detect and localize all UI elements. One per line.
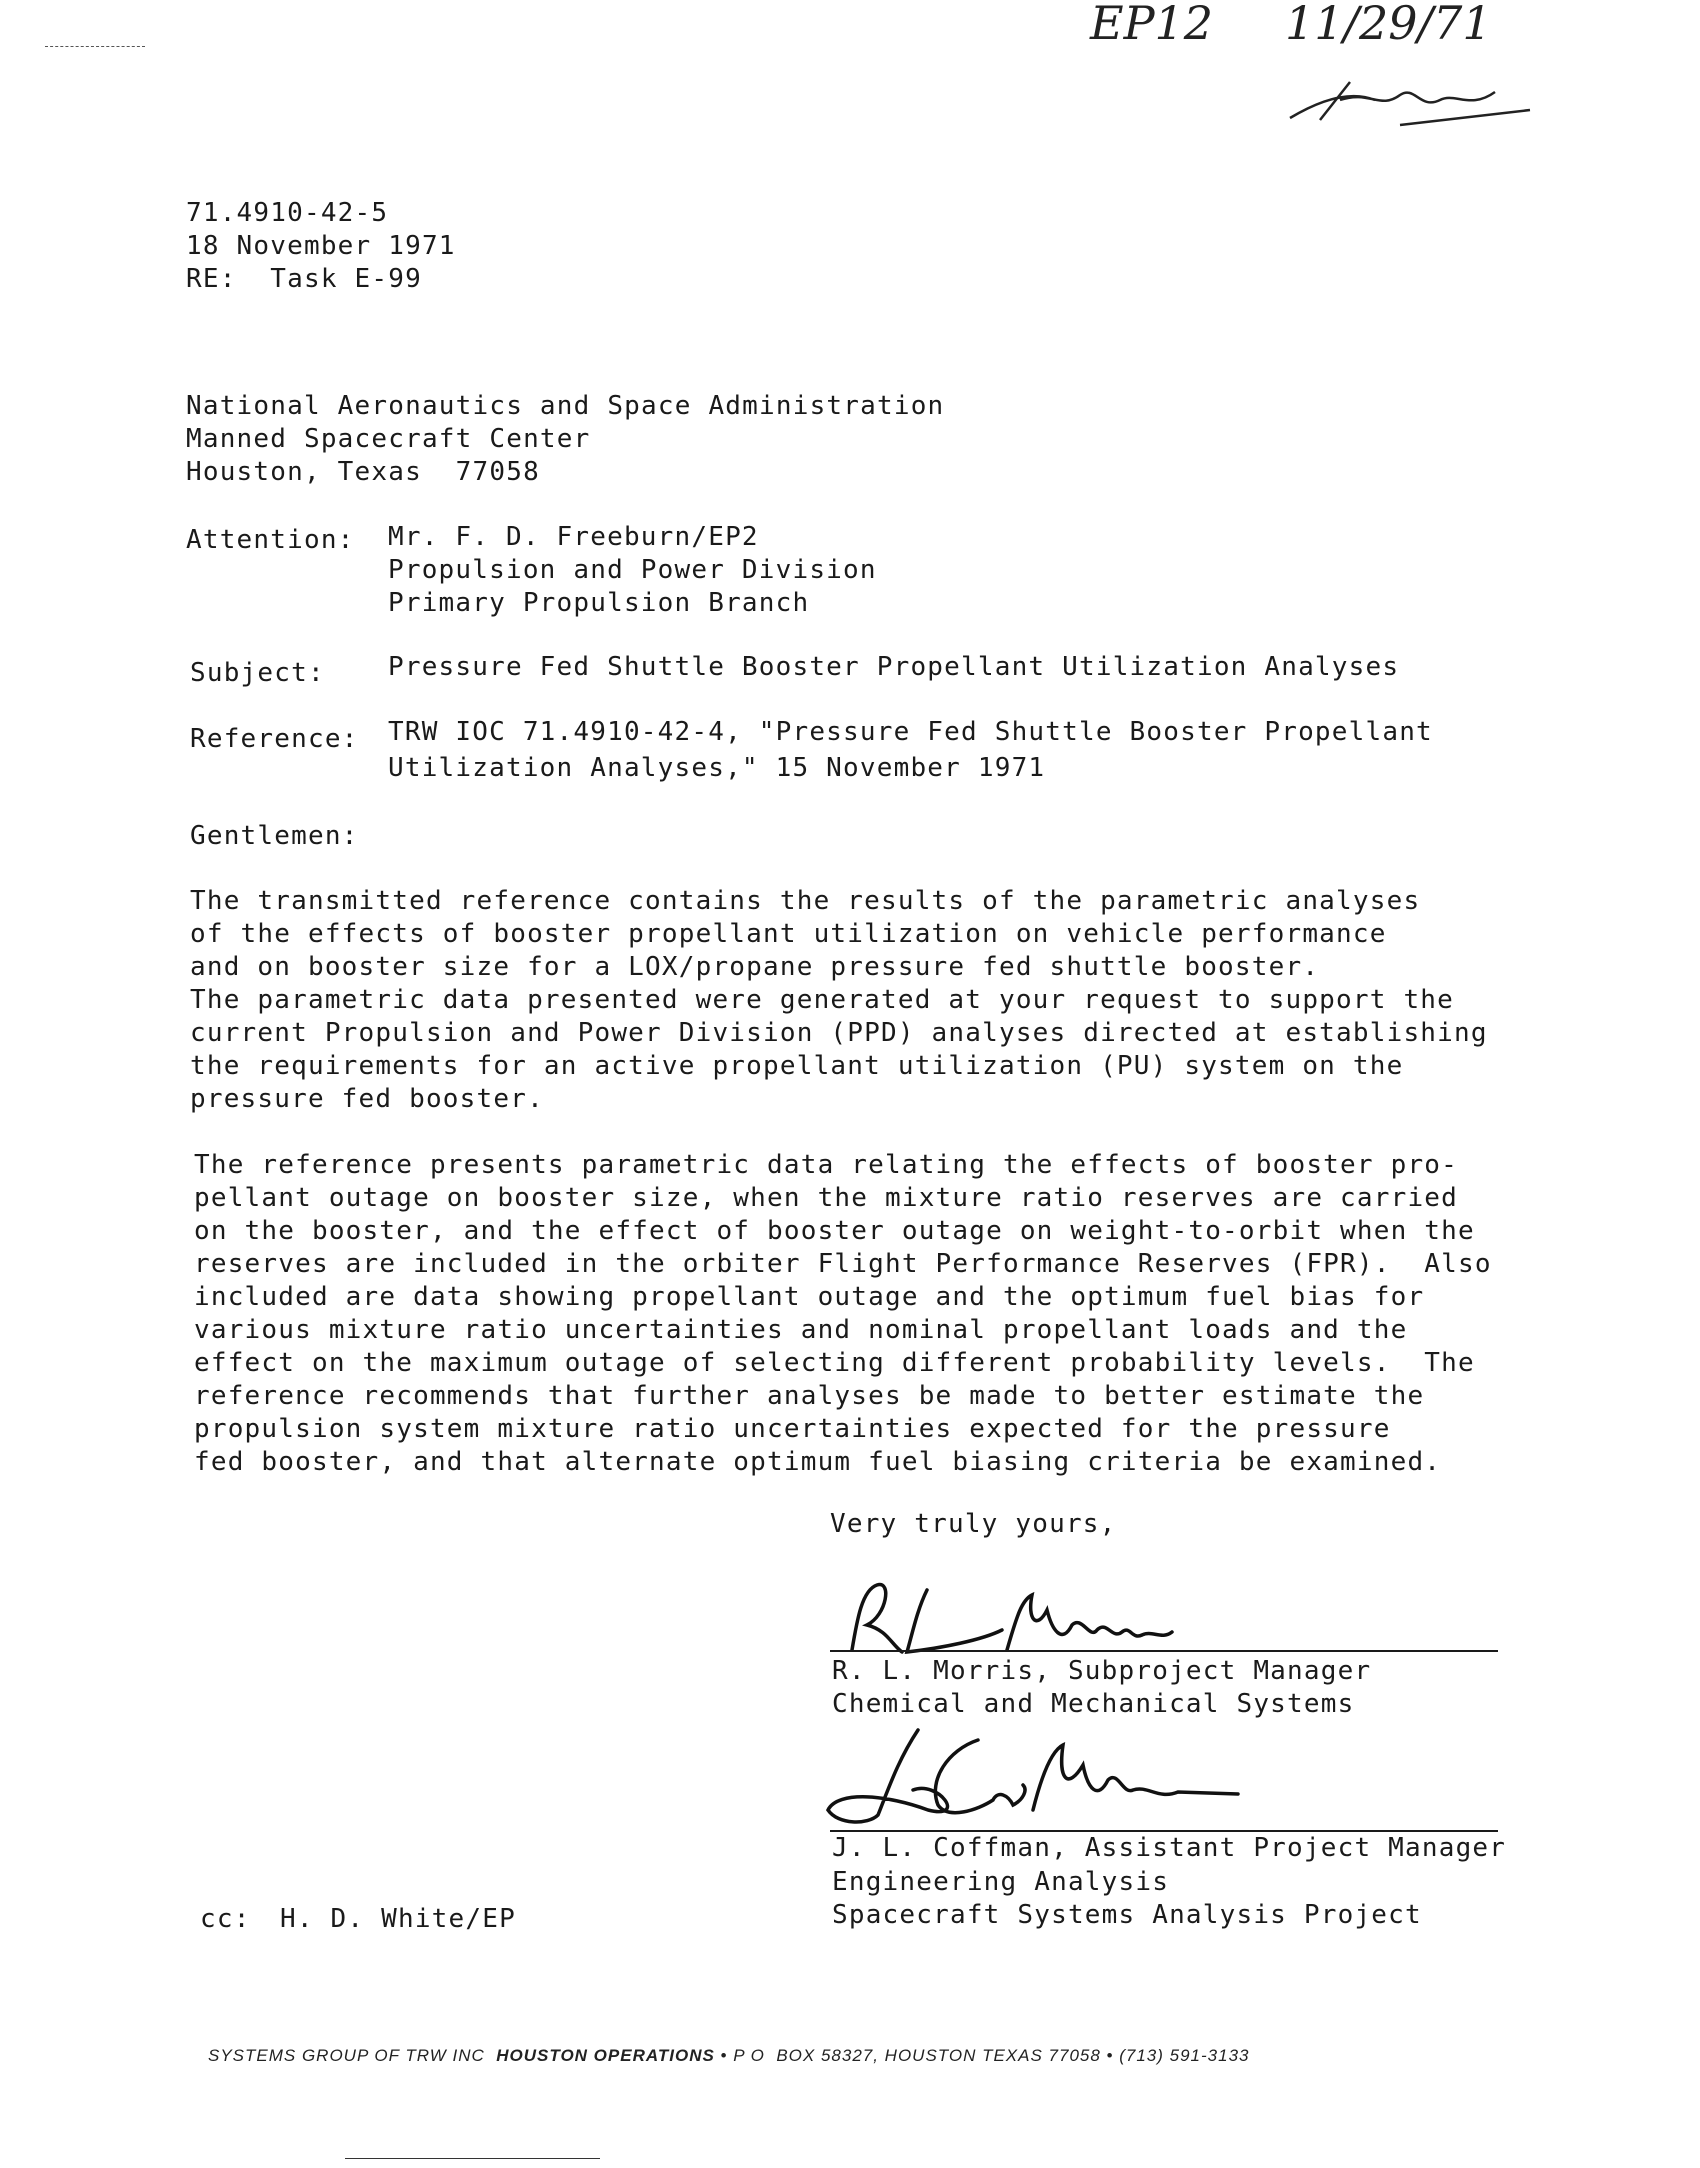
attention-line-1: Mr. F. D. Freeburn/EP2	[388, 522, 759, 552]
addressee-line-2: Manned Spacecraft Center	[186, 424, 591, 454]
paragraph-line: reserves are included in the orbiter Flight Performance Reserves (FPR). Also	[194, 1249, 1492, 1279]
footer-part-1: SYSTEMS GROUP OF TRW INC	[208, 2046, 497, 2065]
reference-line-1: TRW IOC 71.4910-42-4, "Pressure Fed Shuttle Booster Propellant	[388, 717, 1433, 747]
salutation: Gentlemen:	[190, 821, 359, 851]
paragraph-line: current Propulsion and Power Division (PPD) analyses directed at establishing	[190, 1018, 1488, 1048]
paragraph-line: propulsion system mixture ratio uncertainties expected for the pressure	[194, 1414, 1391, 1444]
reference-line-2: Utilization Analyses," 15 November 1971	[388, 753, 1046, 783]
paragraph-line: included are data showing propellant outage and the optimum fuel bias for	[194, 1282, 1425, 1312]
subject-label: Subject:	[190, 658, 325, 688]
handwritten-code: EP12	[1090, 0, 1214, 50]
file-number: 71.4910-42-5	[186, 198, 389, 228]
attention-label: Attention:	[186, 525, 355, 555]
paragraph-line: on the booster, and the effect of booster outage on weight-to-orbit when the	[194, 1216, 1475, 1246]
letterhead-footer	[208, 2046, 1249, 2066]
paragraph-line: The reference presents parametric data relating the effects of booster pro-	[194, 1150, 1458, 1180]
signer2-line-1: J. L. Coffman, Assistant Project Manager	[832, 1833, 1507, 1863]
paragraph-line: pressure fed booster.	[190, 1084, 544, 1114]
paragraph-line: the requirements for an active propellant utilization (PU) system on the	[190, 1051, 1404, 1081]
cc-name: H. D. White/EP	[280, 1904, 516, 1934]
letter-date: 18 November 1971	[186, 231, 456, 261]
top-left-mark	[45, 46, 145, 47]
footer-bold: HOUSTON OPERATIONS	[496, 2046, 715, 2065]
closing: Very truly yours,	[830, 1509, 1117, 1539]
bottom-rule	[345, 2158, 600, 2159]
footer-part-2: • P O BOX 58327, HOUSTON TEXAS 77058 • (713) 591-3133	[714, 2046, 1250, 2065]
signature-morris	[832, 1570, 1232, 1660]
paragraph-line: various mixture ratio uncertainties and nominal propellant loads and the	[194, 1315, 1408, 1345]
signature-coffman	[818, 1720, 1298, 1840]
paragraph-line: The parametric data presented were generated at your request to support the	[190, 985, 1454, 1015]
attention-line-3: Primary Propulsion Branch	[388, 588, 810, 618]
paragraph-line: fed booster, and that alternate optimum fuel biasing criteria be examined.	[194, 1447, 1442, 1477]
paragraph-line: reference recommends that further analyses be made to better estimate the	[194, 1381, 1425, 1411]
signer1-line-2: Chemical and Mechanical Systems	[832, 1689, 1355, 1719]
re-line: RE: Task E-99	[186, 264, 422, 294]
handwritten-initials	[1280, 70, 1540, 140]
reference-label: Reference:	[190, 724, 359, 754]
paragraph-line: pellant outage on booster size, when the mixture ratio reserves are carried	[194, 1183, 1458, 1213]
signer1-line-1: R. L. Morris, Subproject Manager	[832, 1656, 1372, 1686]
signer2-line-2: Engineering Analysis	[832, 1867, 1170, 1897]
addressee-line-3: Houston, Texas 77058	[186, 457, 540, 487]
paragraph-line: of the effects of booster propellant utilization on vehicle performance	[190, 919, 1387, 949]
paragraph-line: effect on the maximum outage of selecting different probability levels. The	[194, 1348, 1475, 1378]
attention-line-2: Propulsion and Power Division	[388, 555, 877, 585]
cc-label: cc:	[200, 1904, 251, 1934]
handwritten-date: 11/29/71	[1285, 0, 1492, 50]
paragraph-line: The transmitted reference contains the results of the parametric analyses	[190, 886, 1421, 916]
signature-line-1	[830, 1650, 1498, 1652]
paragraph-line: and on booster size for a LOX/propane pressure fed shuttle booster.	[190, 952, 1320, 982]
signer2-line-3: Spacecraft Systems Analysis Project	[832, 1900, 1422, 1930]
addressee-line-1: National Aeronautics and Space Administration	[186, 391, 945, 421]
subject-text: Pressure Fed Shuttle Booster Propellant Utilization Analyses	[388, 652, 1400, 682]
